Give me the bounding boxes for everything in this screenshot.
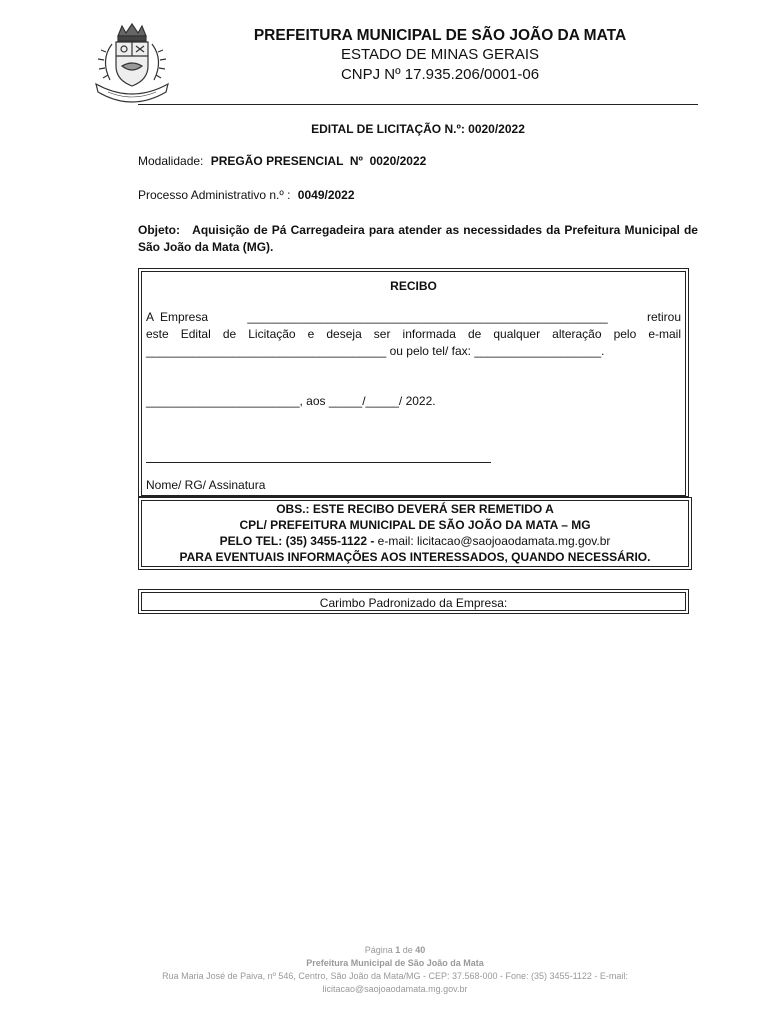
objeto-label: Objeto:: [138, 223, 180, 237]
edital-title: EDITAL DE LICITAÇÃO N.º: 0020/2022: [311, 122, 525, 136]
page-number: [120, 944, 670, 956]
obs-box: [138, 497, 692, 570]
obs-line-1: OBS.: ESTE RECIBO DEVERÁ SER REMETIDO A: [276, 502, 554, 516]
recibo-inner-frame: [141, 271, 686, 496]
modalidade-value: PREGÃO PRESENCIAL Nº 0020/2022: [210, 154, 427, 168]
processo-value: 0049/2022: [297, 188, 355, 202]
state-name: ESTADO DE MINAS GERAIS: [340, 46, 540, 63]
header-divider: [138, 104, 698, 105]
carimbo-box: [138, 589, 689, 614]
obs-inner-frame: [141, 500, 689, 567]
carimbo-inner-frame: [141, 592, 686, 611]
recibo-retirou-text: retirou: [646, 310, 681, 324]
recibo-date-line: _______________________, aos _____/_____/ 2022.: [146, 394, 436, 408]
objeto-text: Aquisição de Pá Carregadeira para atender as necessidades da Prefeitura Municipal de São João da Mata (MG).: [138, 223, 698, 254]
recibo-statement-line: este Edital de Licitação e deseja ser informada de qualquer alteração pelo e-mail: [146, 327, 681, 341]
page-prefix: Página: [364, 945, 393, 955]
recibo-contact-line: ____________________________________ ou pelo tel/ fax: ___________________.: [146, 344, 605, 358]
obs-phone: PELO TEL: (35) 3455-1122 -: [219, 534, 375, 548]
recibo-box: [138, 268, 689, 497]
page-current: 1: [395, 945, 401, 955]
signature-label: Nome/ RG/ Assinatura: [146, 478, 266, 492]
page-of: de: [402, 945, 413, 955]
page-total: 40: [415, 945, 426, 955]
obs-line-4: PARA EVENTUAIS INFORMAÇÕES AOS INTERESSADOS, QUANDO NECESSÁRIO.: [179, 550, 651, 564]
recibo-company-line: [146, 310, 681, 324]
cnpj-number: CNPJ Nº 17.935.206/0001-06: [340, 66, 540, 83]
carimbo-label: Carimbo Padronizado da Empresa:: [319, 596, 508, 610]
obs-line-2: CPL/ PREFEITURA MUNICIPAL DE SÃO JOÃO DA MATA – MG: [239, 518, 591, 532]
modalidade-label: Modalidade:: [138, 154, 204, 168]
footer-address: Rua Maria José de Paiva, nº 546, Centro, São João da Mata/MG - CEP: 37.568-000 - Fone: (35) 3455-1122 - E-mail:: [162, 971, 628, 981]
modalidade-row: [138, 154, 426, 168]
obs-line-3: [142, 534, 688, 548]
footer-org: Prefeitura Municipal de São João da Mata: [306, 958, 484, 968]
recibo-company-label: A Empresa: [146, 310, 209, 324]
processo-row: [138, 188, 355, 202]
processo-label: Processo Administrativo n.º :: [138, 188, 291, 202]
municipality-title: PREFEITURA MUNICIPAL DE SÃO JOÃO DA MATA: [253, 27, 627, 44]
obs-email: e-mail: licitacao@saojoaodamata.mg.gov.br: [377, 534, 611, 548]
municipal-coat-of-arms-icon: [88, 22, 176, 104]
recibo-company-blank: ______________________________________________________: [247, 310, 608, 324]
footer-email: licitacao@saojoaodamata.mg.gov.br: [322, 984, 468, 994]
recibo-title: RECIBO: [390, 279, 437, 293]
objeto-paragraph: [138, 222, 698, 256]
signature-line: [146, 462, 491, 463]
